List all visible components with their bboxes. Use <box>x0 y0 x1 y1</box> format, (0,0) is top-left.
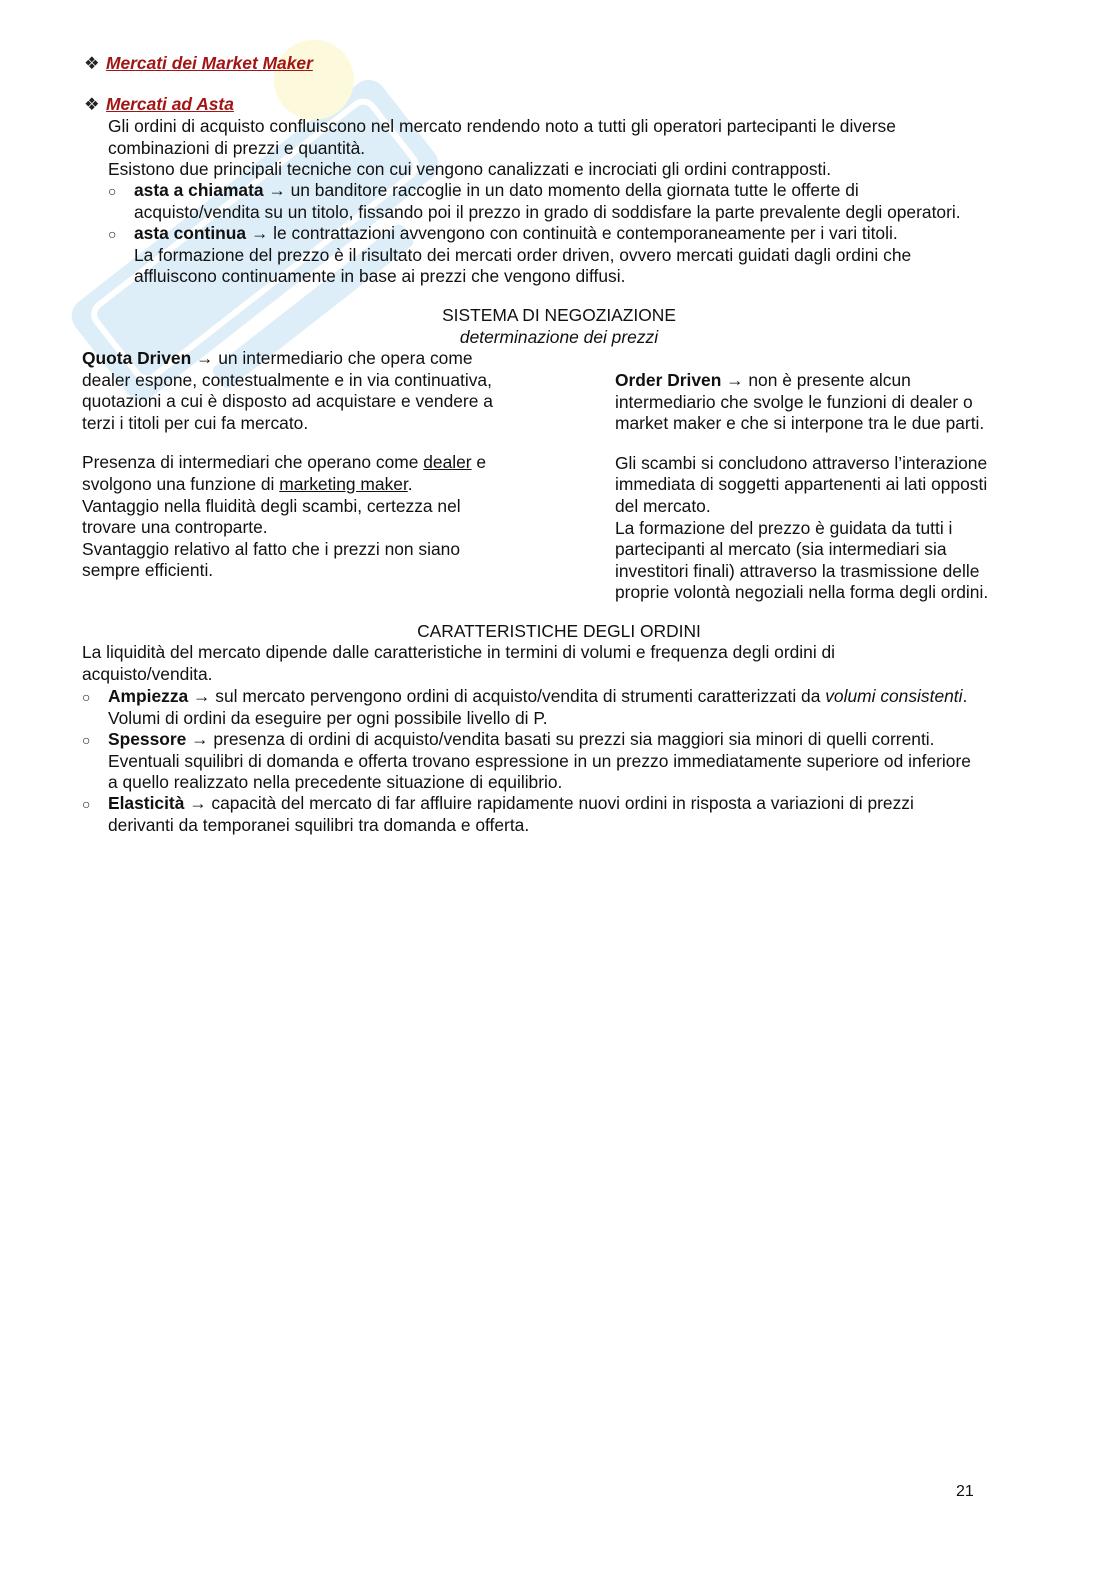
text-line: market maker e che si interpone tra le due parti. <box>615 413 985 434</box>
text-line: terzi i titoli per cui fa mercato. <box>82 412 309 433</box>
term: asta continua <box>134 223 247 243</box>
text-line: La formazione del prezzo è il risultato dei mercati order driven, ovvero mercati guidati dagli ordini che <box>134 244 912 265</box>
term: Elasticità <box>108 793 185 813</box>
text-line: svolgono una funzione di <box>82 473 280 494</box>
circle-bullet-icon: ○ <box>82 689 91 705</box>
text-line: partecipanti al mercato (sia intermediari sia <box>615 539 947 560</box>
text-line: → sul mercato pervengono ordini di acquisto/vendita di strumenti caratterizzati da <box>188 686 826 706</box>
text-line: Gli scambi si concludono attraverso l’interazione <box>615 452 988 473</box>
term: Ampiezza <box>108 686 189 706</box>
asta-intro <box>108 116 896 181</box>
text-line: del mercato. <box>615 495 711 516</box>
underlined-term: marketing maker <box>279 473 408 494</box>
text-line: quotazioni a cui è disposto ad acquistare e vendere a <box>82 391 493 412</box>
text-line: Presenza di intermediari che operano come <box>82 452 424 473</box>
term: Order Driven <box>615 370 722 390</box>
page-number: 21 <box>956 1483 974 1500</box>
term: Quota Driven <box>82 348 192 368</box>
text-line: Svantaggio relativo al fatto che i prezzi non siano <box>82 538 460 559</box>
circle-bullet-icon: ○ <box>82 796 91 812</box>
link-market-maker[interactable]: Mercati dei Market Maker <box>106 53 313 73</box>
text-line: La formazione del prezzo è guidata da tutti i <box>615 517 953 538</box>
text-line: e <box>471 452 487 473</box>
list-item-ampiezza <box>108 686 967 729</box>
text-line: La liquidità del mercato dipende dalle caratteristiche in termini di volumi e frequenza degli ordini di <box>82 642 836 662</box>
term: asta a chiamata <box>134 180 264 200</box>
text-line: acquisto/vendita. <box>82 663 213 684</box>
text-line: Esistono due principali tecniche con cui vengono canalizzati e incrociati gli ordini contrapposti. <box>108 159 832 180</box>
text-line: → capacità del mercato di far affluire rapidamente nuovi ordini in risposta a variazioni di prezzi <box>184 793 914 813</box>
text-line: derivanti da temporanei squilibri tra domanda e offerta. <box>108 814 530 835</box>
text-line: combinazioni di prezzi e quantità. <box>108 137 366 158</box>
heading-asta <box>84 94 234 116</box>
text-line: immediata di soggetti appartenenti ai lati opposti <box>615 474 988 495</box>
column-order-driven <box>615 370 988 604</box>
text-line: trovare una controparte. <box>82 517 268 538</box>
text-line: Gli ordini di acquisto confluiscono nel mercato rendendo noto a tutti gli operatori partecipanti le diverse <box>108 116 896 136</box>
list-item-asta-chiamata <box>134 180 961 223</box>
section-subtitle: determinazione dei prezzi <box>459 327 659 347</box>
text-line: affluiscono continuamente in base ai prezzi che vengono diffusi. <box>134 266 626 287</box>
text-line: dealer espone, contestualmente e in via continuativa, <box>82 369 492 390</box>
text-line: → presenza di ordini di acquisto/vendita basati su prezzi sia maggiori sia minori di quelli correnti. <box>186 729 935 749</box>
diamond-bullet-icon: ❖ <box>84 94 100 114</box>
underlined-term: dealer <box>423 452 472 473</box>
list-item-spessore <box>108 729 971 794</box>
diamond-bullet-icon: ❖ <box>84 53 100 73</box>
section-title-ordini: CARATTERISTICHE DEGLI ORDINI <box>417 621 701 641</box>
text-line: intermediario che svolge le funzioni di dealer o <box>615 391 973 412</box>
text-line: → un banditore raccoglie in un dato momento della giornata tutte le offerte di <box>263 180 859 200</box>
text-line: investitori finali) attraverso la trasmissione delle <box>615 560 980 581</box>
list-item-elasticita <box>108 793 914 836</box>
ordini-intro <box>82 642 835 685</box>
circle-bullet-icon: ○ <box>108 183 117 199</box>
text-line: Eventuali squilibri di domanda e offerta trovano espressione in un prezzo immediatamente superiore od inferiore <box>108 750 971 771</box>
text-line: Volumi di ordini da eseguire per ogni possibile livello di P. <box>108 707 548 728</box>
circle-bullet-icon: ○ <box>108 226 117 242</box>
emphasis: volumi consistenti <box>825 686 963 706</box>
heading-market-maker <box>84 53 313 75</box>
text-line: sempre efficienti. <box>82 560 214 581</box>
term: Spessore <box>108 729 187 749</box>
text-line: a quello realizzato nella precedente situazione di equilibrio. <box>108 772 563 793</box>
list-item-asta-continua <box>134 223 911 288</box>
text-line: acquisto/vendita su un titolo, fissando poi il prezzo in grado di soddisfare la parte prevalente degli operatori. <box>134 201 961 222</box>
text-line: . <box>962 686 968 706</box>
text-line: . <box>407 473 413 494</box>
text-line: → le contrattazioni avvengono con continuità e contemporaneamente per i vari titoli. <box>246 223 898 243</box>
link-asta[interactable]: Mercati ad Asta <box>106 94 234 114</box>
circle-bullet-icon: ○ <box>82 732 91 748</box>
column-quota-driven <box>82 348 493 582</box>
text-line: → un intermediario che opera come <box>191 348 473 368</box>
text-line: proprie volontà negoziali nella forma degli ordini. <box>615 582 989 603</box>
section-title-negoziazione: SISTEMA DI NEGOZIAZIONE <box>442 305 676 325</box>
text-line: Vantaggio nella fluidità degli scambi, certezza nel <box>82 495 461 516</box>
text-line: → non è presente alcun <box>721 370 911 390</box>
